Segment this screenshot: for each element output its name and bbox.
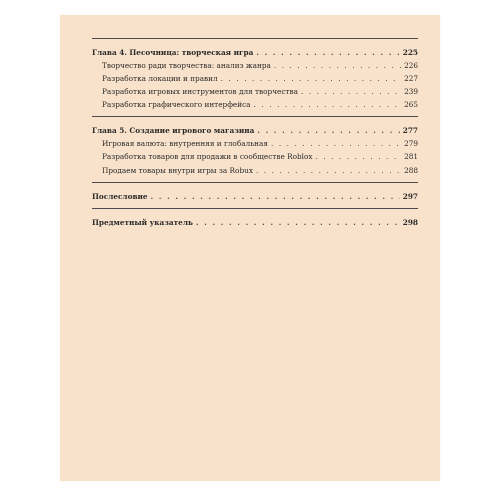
toc-page-number: 225	[402, 48, 418, 57]
toc-page-number: 297	[402, 191, 418, 201]
leader-dots	[274, 59, 401, 72]
toc-page-number: 298	[402, 217, 418, 227]
toc-item	[92, 72, 418, 85]
toc-chapter-title: Послесловие	[92, 191, 148, 201]
toc-item	[92, 59, 418, 72]
leader-dots	[271, 137, 401, 150]
leader-dots	[257, 124, 399, 137]
toc-page-number: 227	[404, 74, 418, 84]
toc-chapter-title: Предметный указатель	[92, 217, 193, 227]
leader-dots	[196, 216, 400, 229]
leader-dots	[256, 46, 399, 59]
toc-chapter-5	[92, 124, 418, 137]
toc-chapter-title: Глава 4. Песочница: творческая игра	[92, 48, 254, 57]
toc-item-title: Разработка товаров для продажи в сообществе Roblox	[102, 152, 313, 162]
toc-item-title: Разработка игровых инструментов для творчества	[102, 87, 298, 97]
toc-item-title: Творчество ради творчества: анализ жанра	[102, 61, 271, 70]
divider	[92, 182, 418, 183]
toc-page-number: 265	[404, 100, 418, 110]
toc-index	[92, 216, 418, 229]
leader-dots	[254, 98, 401, 111]
toc-page-number: 239	[404, 87, 418, 97]
leader-dots	[221, 72, 401, 85]
divider	[92, 38, 418, 39]
toc-item-title: Разработка графического интерфейса	[102, 100, 251, 110]
book-page	[60, 15, 440, 481]
toc-item	[92, 137, 418, 150]
toc-item-title: Игровая валюта: внутренняя и глобальная	[102, 139, 268, 149]
divider	[92, 116, 418, 117]
toc-page-number: 288	[404, 165, 418, 175]
toc-item	[92, 85, 418, 98]
leader-dots	[301, 85, 401, 98]
toc-item-title: Продаем товары внутри игры за Robux	[102, 165, 253, 175]
toc-page-number: 279	[404, 139, 418, 149]
leader-dots	[315, 150, 401, 163]
toc-page-number: 281	[404, 152, 418, 162]
divider	[92, 208, 418, 209]
toc-page-number: 277	[402, 126, 418, 136]
toc-chapter-title: Глава 5. Создание игрового магазина	[92, 126, 255, 136]
toc-afterword	[92, 190, 418, 203]
toc-item	[92, 150, 418, 163]
table-of-contents	[92, 38, 418, 229]
leader-dots	[151, 190, 400, 203]
leader-dots	[256, 164, 401, 177]
toc-chapter-4	[92, 46, 418, 59]
toc-page-number: 226	[404, 61, 418, 70]
toc-item-title: Разработка локации и правил	[102, 74, 218, 84]
toc-item	[92, 98, 418, 111]
toc-item	[92, 164, 418, 177]
